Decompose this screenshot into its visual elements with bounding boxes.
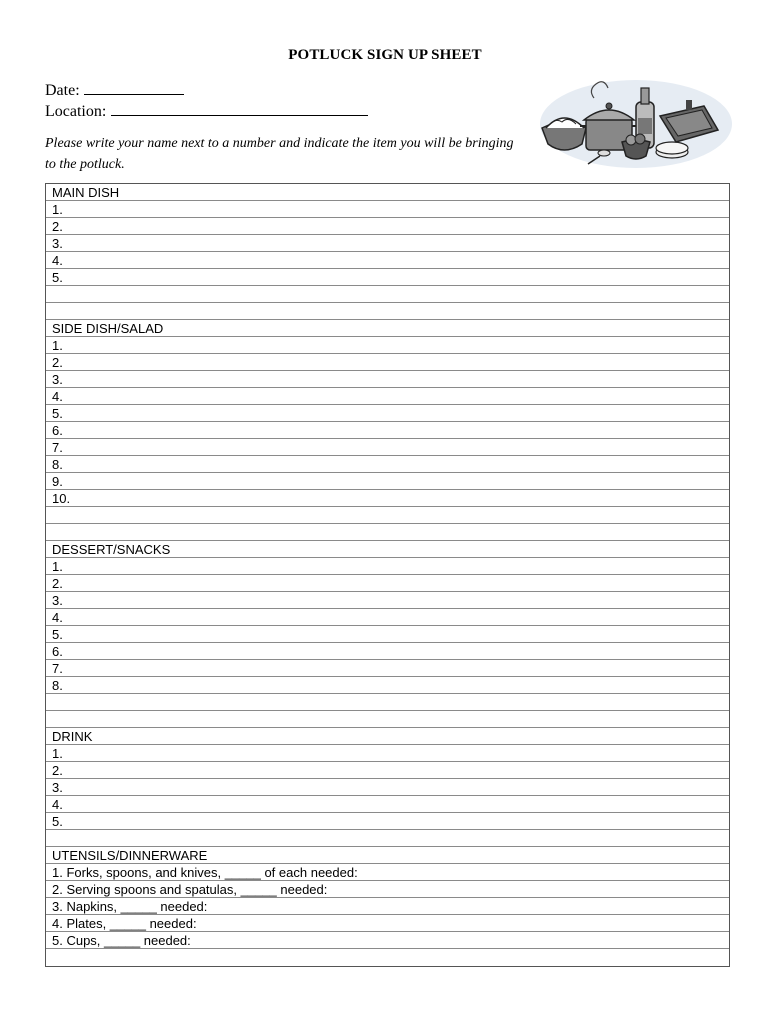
location-blank-line[interactable] <box>111 101 368 116</box>
section-header-main-dish: MAIN DISH <box>46 184 729 201</box>
utensil-row[interactable]: 5. Cups, _____ needed: <box>46 932 729 949</box>
instructions-text: Please write your name next to a number and indicate the item you will be bringing to the potluck. <box>45 136 514 172</box>
blank-row[interactable] <box>46 507 729 524</box>
blank-row[interactable] <box>46 286 729 303</box>
blank-row[interactable] <box>46 949 729 966</box>
blank-row[interactable] <box>46 303 729 320</box>
signup-row[interactable]: 6. <box>46 422 729 439</box>
signup-row[interactable]: 8. <box>46 677 729 694</box>
signup-row[interactable]: 4. <box>46 388 729 405</box>
utensil-row[interactable]: 3. Napkins, _____ needed: <box>46 898 729 915</box>
signup-row[interactable]: 8. <box>46 456 729 473</box>
signup-row[interactable]: 1. <box>46 337 729 354</box>
page-title: POTLUCK SIGN UP SHEET <box>288 47 482 63</box>
signup-row[interactable]: 3. <box>46 371 729 388</box>
date-label: Date: <box>45 82 80 99</box>
signup-row[interactable]: 4. <box>46 252 729 269</box>
signup-row[interactable]: 5. <box>46 269 729 286</box>
signup-row[interactable]: 3. <box>46 235 729 252</box>
location-label: Location: <box>45 103 107 120</box>
signup-row[interactable]: 4. <box>46 609 729 626</box>
signup-row[interactable]: 5. <box>46 626 729 643</box>
signup-row[interactable]: 4. <box>46 796 729 813</box>
signup-row[interactable]: 2. <box>46 575 729 592</box>
signup-row[interactable]: 1. <box>46 745 729 762</box>
utensil-row[interactable]: 4. Plates, _____ needed: <box>46 915 729 932</box>
blank-row[interactable] <box>46 694 729 711</box>
signup-table <box>45 183 730 967</box>
signup-row[interactable]: 9. <box>46 473 729 490</box>
blank-row[interactable] <box>46 830 729 847</box>
date-blank-line[interactable] <box>84 80 184 95</box>
utensil-row[interactable]: 2. Serving spoons and spatulas, _____ needed: <box>46 881 729 898</box>
blank-row[interactable] <box>46 524 729 541</box>
signup-row[interactable]: 5. <box>46 405 729 422</box>
signup-row[interactable]: 5. <box>46 813 729 830</box>
section-header-utensils: UTENSILS/DINNERWARE <box>46 847 729 864</box>
blank-row[interactable] <box>46 711 729 728</box>
potluck-food-clipart-icon <box>536 78 732 178</box>
signup-row[interactable]: 2. <box>46 354 729 371</box>
location-field <box>45 101 368 121</box>
signup-row[interactable]: 2. <box>46 762 729 779</box>
signup-row[interactable]: 3. <box>46 779 729 796</box>
utensil-row[interactable]: 1. Forks, spoons, and knives, _____ of each needed: <box>46 864 729 881</box>
signup-row[interactable]: 2. <box>46 218 729 235</box>
signup-row[interactable]: 3. <box>46 592 729 609</box>
section-header-dessert: DESSERT/SNACKS <box>46 541 729 558</box>
signup-row[interactable]: 1. <box>46 558 729 575</box>
signup-row[interactable]: 1. <box>46 201 729 218</box>
section-header-drink: DRINK <box>46 728 729 745</box>
section-header-side-dish: SIDE DISH/SALAD <box>46 320 729 337</box>
signup-row[interactable]: 10. <box>46 490 729 507</box>
date-field <box>45 80 184 100</box>
signup-row[interactable]: 6. <box>46 643 729 660</box>
signup-row[interactable]: 7. <box>46 439 729 456</box>
signup-row[interactable]: 7. <box>46 660 729 677</box>
